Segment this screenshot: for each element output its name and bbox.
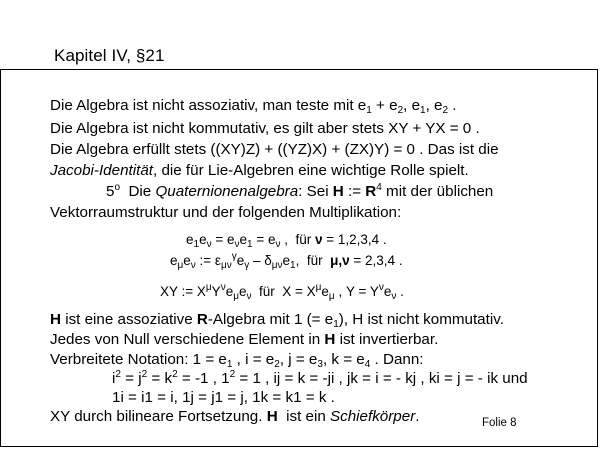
page-title: Kapitel IV, §21 (54, 46, 165, 65)
text-line-schiefkoerper: XY durch bilineare Fortsetzung. H ist ein Schiefkörper. (50, 408, 420, 425)
text-line-assoziative-algebra: H ist eine assoziative R-Algebra mit 1 (= $e_1$), H ist nicht kommutativ. (50, 311, 504, 330)
text-line-jacobi: Die Algebra erfüllt stets ((XY)Z) + ((YZ)X) + (ZX)Y) = 0 . Das ist die (50, 141, 499, 158)
text-line-assoziativ: Die Algebra ist nicht assoziativ, man teste mit $e_1 + e_2$, $e_1$, $e_2$ . (50, 97, 457, 116)
text-line-notation: Verbreitete Notation: $1 = e_1$ , $i = e_2$, $j = e_3$, $k = e_4$ . Dann: (50, 351, 424, 370)
formula-line-e1: $e_1e_\nu = e_\nu e_1 = e_\nu$ , für ν = 1,2,3,4 . (186, 232, 387, 250)
text-line-kommutativ: Die Algebra ist nicht kommutativ, es gilt aber stets XY + YX = 0 . (50, 120, 480, 137)
text-line-invertierbar: Jedes von Null verschiedene Element in H ist invertierbar. (50, 331, 439, 348)
text-line-vektorraum: Vektorraumstruktur und der folgenden Multiplikation: (50, 204, 402, 221)
formula-line-emu: $e_\mu e_\nu$ := $\varepsilon_{\mu\nu}^\gamma e_\gamma - \delta_{\mu\nu}e_1$, für μ,ν = 2,3,4 . (170, 251, 403, 271)
text-line-rules: $i^2 = j^2 = k^2 = -1$ , $1^2 = 1$ , ij = k = -ji , jk = i = - kj , ki = j = - ik und (112, 369, 528, 387)
text-line-identity: 1i = i1 = i, 1j = j1 = j, 1k = k1 = k . (112, 389, 335, 406)
formula-line-xy: XY := $X^\mu Y^\nu e_\mu e_\nu$ für $X = X^\mu e_\mu$ , $Y = Y^\nu e_\nu$ . (160, 282, 404, 302)
text-line-quaternion: 5$^o$ Die Quaternionenalgebra: Sei H := $R^4$ mit der üblichen (106, 182, 494, 200)
text-line-lie: Jacobi-Identität, die für Lie-Algebren eine wichtige Rolle spielt. (50, 162, 469, 179)
slide-number: Folie 8 (482, 417, 517, 429)
